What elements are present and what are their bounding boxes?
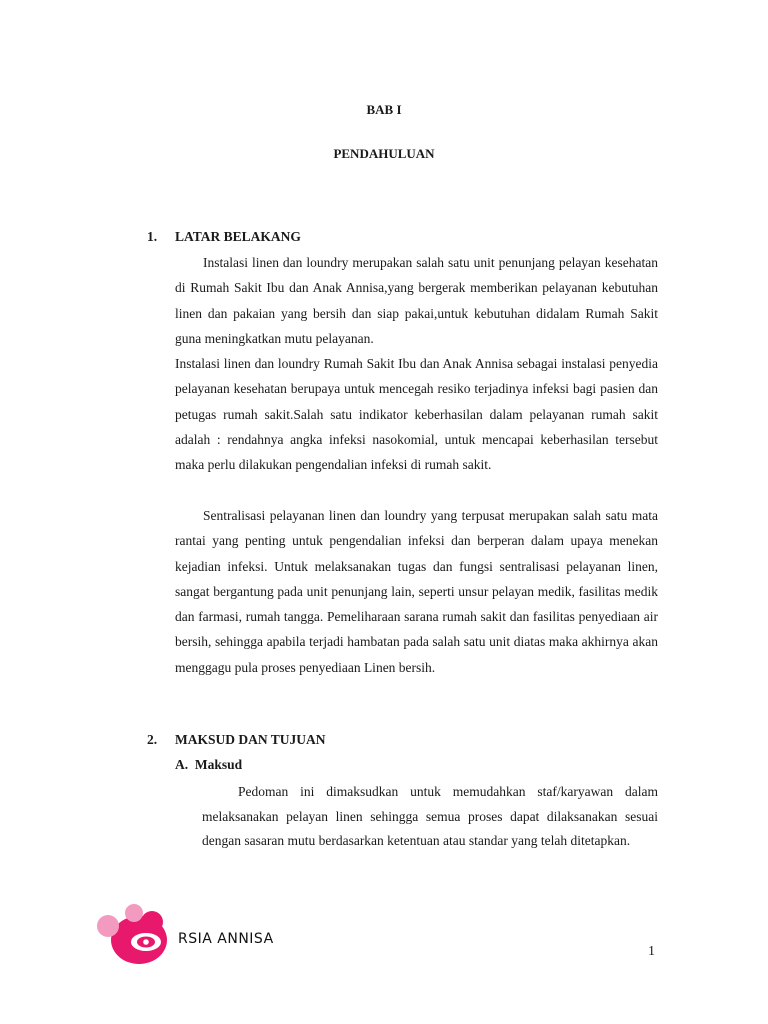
subsection-heading-maksud: A. Maksud bbox=[175, 757, 243, 772]
section-number: 1. bbox=[147, 229, 158, 244]
chapter-title: PENDAHULUAN bbox=[333, 146, 435, 161]
section-heading-latar-belakang bbox=[147, 229, 301, 245]
section-number: 2. bbox=[147, 732, 158, 747]
rsia-annisa-logo bbox=[92, 902, 178, 970]
paragraph: Instalasi linen dan loundry merupakan salah satu unit penunjang pelayan kesehatan di Rumah Sakit Ibu dan Anak Annisa,yang bergerak memberikan pelayanan kebutuhan linen dan pakaian yang bersih dan siap pakai,untuk kebutuhan didalam Rumah Sakit guna meningkatkan mutu pelayanan. bbox=[175, 255, 658, 346]
footer-hospital-name: RSIA ANNISA bbox=[178, 931, 274, 947]
section-title: LATAR BELAKANG bbox=[175, 229, 301, 244]
paragraph: Instalasi linen dan loundry Rumah Sakit Ibu dan Anak Annisa sebagai instalasi penyedia pelayanan kesehatan berupaya untuk mencegah resiko terjadinya infeksi bagi pasien dan petugas rumah sakit.Salah satu indikator keberhasilan dalam pelayanan rumah sakit adalah : rendahnya angka infeksi nasokomial, untuk mencapai keberhasilan tersebut maka perlu dilakukan pengendalian infeksi di rumah sakit. bbox=[175, 356, 658, 473]
section-heading-maksud-dan-tujuan bbox=[147, 732, 326, 748]
paragraph: Pedoman ini dimaksudkan untuk memudahkan staf/karyawan dalam melaksanakan pelayan linen sehingga semua proses dapat dilaksanakan sesuai dengan sasaran mutu berdasarkan ketentuan atau standar yang telah ditetapkan. bbox=[202, 784, 658, 849]
paragraph: Sentralisasi pelayanan linen dan loundry yang terpusat merupakan salah satu mata rantai yang penting untuk pengendalian infeksi dan berperan dalam upaya menekan kejadian infeksi. Untuk melaksanakan tugas dan fungsi sentralisasi pelayanan linen, sangat bergantung pada unit penunjang lain, seperti unsur pelayan medik, fasilitas medik dan farmasi, rumah tangga. Pemeliharaan sarana rumah sakit dan fasilitas penyediaan air bersih, sehingga apabila terjadi hambatan pada salah satu unit diatas maka akhirnya akan menggagu pula proses penyediaan Linen bersih. bbox=[175, 508, 658, 675]
chapter-label: BAB I bbox=[366, 102, 402, 117]
page-number: 1 bbox=[648, 944, 655, 959]
section-title: MAKSUD DAN TUJUAN bbox=[175, 732, 326, 747]
